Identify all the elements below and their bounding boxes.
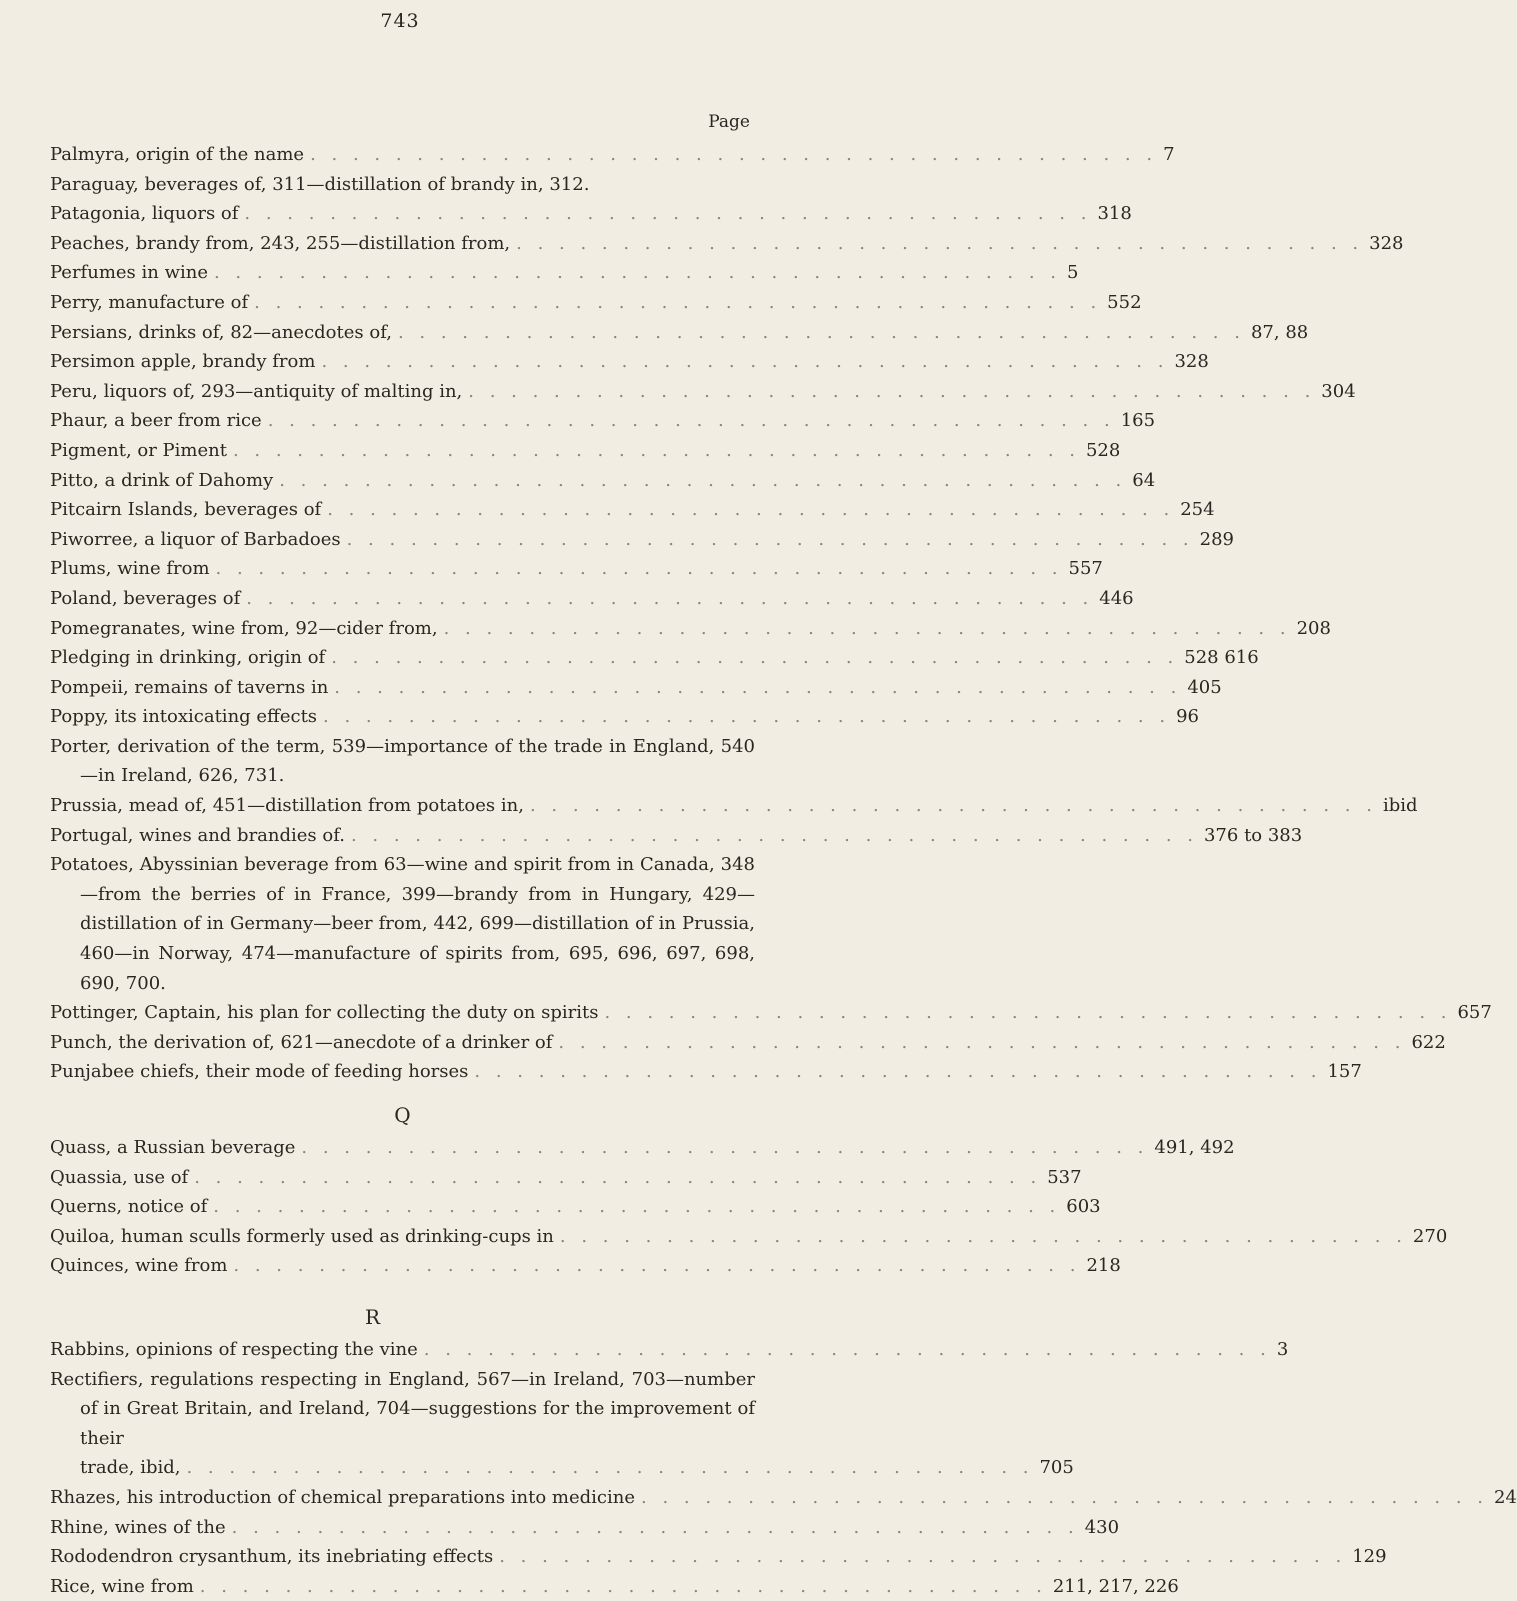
entry-page-ref: 208 xyxy=(1296,617,1331,639)
index-entry xyxy=(50,821,1303,851)
entry-text: Portugal, wines and brandies of. xyxy=(50,824,345,846)
leader-dots: . . . . . . . . . . . . . . . . . . . . . . . . . . . . . . . . . . . . . . . . xyxy=(499,1546,1347,1568)
leader-dots: . . . . . . . . . . . . . . . . . . . . . . . . . . . . . . . . . . . . . . . . xyxy=(199,1575,1047,1597)
section-p3 xyxy=(50,998,1492,1087)
section-r1 xyxy=(50,1335,1289,1365)
leader-dots: . . . . . . . . . . . . . . . . . . . . . . . . . . . . . . . . . . . . . . . . xyxy=(244,203,1092,225)
index-entry xyxy=(50,1057,1362,1087)
index-entry xyxy=(50,702,1199,732)
entry-page-ref: 622 xyxy=(1411,1031,1446,1053)
entry-text: Pompeii, remains of taverns in xyxy=(50,676,329,698)
page-number: 743 xyxy=(380,10,420,32)
entry-text: Rododendron crysanthum, its inebriating effects xyxy=(50,1546,494,1568)
entry-text: Poppy, its intoxicating effects xyxy=(50,706,318,728)
entry-page-ref: 376 to 383 xyxy=(1203,824,1303,846)
entry-page-ref: 211, 217, 226 xyxy=(1052,1575,1179,1597)
index-entry xyxy=(50,347,1209,377)
entry-page-ref: 552 xyxy=(1107,291,1142,313)
index-entry xyxy=(50,1483,1517,1513)
entry-text: Persimon apple, brandy from xyxy=(50,351,316,373)
page-column-label: Page xyxy=(708,112,750,132)
leader-dots: . . . . . . . . . . . . . . . . . . . . . . . . . . . . . . . . . . . . . . . . xyxy=(529,795,1377,817)
index-entry xyxy=(50,1133,1235,1163)
leader-dots: . . . . . . . . . . . . . . . . . . . . . . . . . . . . . . . . . . . . . . . . xyxy=(397,321,1245,343)
index-entry xyxy=(50,1335,1289,1365)
entry-page-ref: 528 xyxy=(1085,439,1121,461)
leader-dots: . . . . . . . . . . . . . . . . . . . . . . . . . . . . . . . . . . . . . . . . xyxy=(301,1137,1149,1158)
entry-text: Pigment, or Piment xyxy=(50,439,227,461)
leader-dots: . . . . . . . . . . . . . . . . . . . . . . . . . . . . . . . . . . . . . . . . xyxy=(516,232,1364,254)
leader-dots: . . . . . . . . . . . . . . . . . . . . . . . . . . . . . . . . . . . . . . . . xyxy=(231,1516,1079,1538)
entry-text: Paraguay, beverages of, 311—distillation of brandy in, 312. xyxy=(50,173,590,195)
entry-text: Pomegranates, wine from, 92—cider from, xyxy=(50,617,438,639)
entry-page-ref: 24 xyxy=(1494,1486,1517,1508)
entry-page-ref: 64 xyxy=(1132,469,1156,491)
index-entry xyxy=(50,1028,1446,1058)
leader-dots: . . . . . . . . . . . . . . . . . . . . . . . . . . . . . . . . . . . . . . . . xyxy=(423,1338,1271,1360)
index-entry xyxy=(50,140,1175,170)
entry-text: Rabbins, opinions of respecting the vine xyxy=(50,1338,418,1360)
entry-text: Perry, manufacture of xyxy=(50,291,249,313)
leader-dots: . . . . . . . . . . . . . . . . . . . . . . . . . . . . . . . . . . . . . . . . xyxy=(310,144,1158,165)
index-entry xyxy=(50,554,1103,584)
leader-dots: . . . . . . . . . . . . . . . . . . . . . . . . . . . . . . . . . . . . . . . . xyxy=(443,617,1291,639)
entry-text: Plums, wine from xyxy=(50,558,210,580)
entry-text: Palmyra, origin of the name xyxy=(50,144,305,165)
entry-page-ref: 7 xyxy=(1163,144,1175,165)
entry-text: Querns, notice of xyxy=(50,1196,208,1218)
entry-text: Pottinger, Captain, his plan for collecting the duty on spirits xyxy=(50,1002,599,1024)
leader-dots: . . . . . . . . . . . . . . . . . . . . . . . . . . . . . . . . . . . . . . . . xyxy=(350,824,1198,846)
leader-dots: . . . . . . . . . . . . . . . . . . . . . . . . . . . . . . . . . . . . . . . . xyxy=(323,706,1171,728)
index-entry xyxy=(50,318,1309,348)
entry-page-ref: 446 xyxy=(1099,587,1134,609)
leader-dots: . . . . . . . . . . . . . . . . . . . . . . . . . . . . . . . . . . . . . . . . xyxy=(213,1196,1061,1218)
entry-page-ref: 657 xyxy=(1457,1002,1492,1024)
entry-page-ref: 3 xyxy=(1276,1338,1289,1360)
entry-text: Rice, wine from xyxy=(50,1575,194,1597)
index-entry xyxy=(50,1572,1179,1601)
entry-page-ref: 96 xyxy=(1176,706,1199,728)
index-entries xyxy=(50,140,1517,1601)
index-entry xyxy=(50,170,755,200)
leader-dots: . . . . . . . . . . . . . . . . . . . . . . . . . . . . . . . . . . . . . . . . xyxy=(233,1255,1081,1277)
index-entry xyxy=(50,1453,1074,1483)
leader-dots: . . . . . . . . . . . . . . . . . . . . . . . . . . . . . . . . . . . . . . . . xyxy=(279,469,1127,491)
entry-text: Quiloa, human sculls formerly used as drinking-cups in xyxy=(50,1225,554,1247)
index-entry xyxy=(50,495,1215,525)
entry-page-ref: 304 xyxy=(1321,380,1356,402)
entry-page-ref: 405 xyxy=(1187,676,1222,698)
index-entry-rectifiers: Rectifiers, regulations respecting in England, 567—in Ireland, 703—number of in Great Britain, and Ireland, 704—suggestions for the improvement of their xyxy=(50,1368,755,1449)
entry-text: trade, ibid, xyxy=(80,1457,181,1479)
entry-page-ref: 491, 492 xyxy=(1154,1137,1235,1158)
section-letter-r: R xyxy=(364,1304,381,1329)
entry-page-ref: 318 xyxy=(1097,203,1132,225)
section-p2 xyxy=(50,791,1418,850)
entry-text: Pledging in drinking, origin of xyxy=(50,647,326,669)
section-q xyxy=(50,1133,1448,1281)
leader-dots: . . . . . . . . . . . . . . . . . . . . . . . . . . . . . . . . . . . . . . . . xyxy=(641,1486,1489,1508)
entry-text: Persians, drinks of, 82—anecdotes of, xyxy=(50,321,392,343)
index-entry-potatoes: Potatoes, Abyssinian beverage from 63—wine and spirit from in Canada, 348—from the berries of in France, 399—brandy from in Hungary, 429—distillation of in Germany—beer from, 442, 699—distillation of in Prussia, 460—in Norway, 474—manufacture of spirits from, 695, 696, 697, 698, 690, 700. xyxy=(50,854,755,994)
section-p xyxy=(50,140,1404,732)
index-entry xyxy=(50,673,1222,703)
leader-dots: . . . . . . . . . . . . . . . . . . . . . . . . . . . . . . . . . . . . . . . . xyxy=(232,439,1080,461)
leader-dots: . . . . . . . . . . . . . . . . . . . . . . . . . . . . . . . . . . . . . . . . xyxy=(186,1457,1034,1479)
leader-dots: . . . . . . . . . . . . . . . . . . . . . . . . . . . . . . . . . . . . . . . . xyxy=(194,1166,1042,1188)
leader-dots: . . . . . . . . . . . . . . . . . . . . . . . . . . . . . . . . . . . . . . . . xyxy=(468,380,1316,402)
entry-text: Patagonia, liquors of xyxy=(50,203,239,225)
leader-dots: . . . . . . . . . . . . . . . . . . . . . . . . . . . . . . . . . . . . . . . . xyxy=(267,410,1115,432)
entry-page-ref: 218 xyxy=(1086,1255,1121,1277)
index-entry xyxy=(50,525,1234,555)
entry-text: Piworree, a liquor of Barbadoes xyxy=(50,528,341,550)
entry-text: Punch, the derivation of, 621—anecdote of a drinker of xyxy=(50,1031,553,1053)
index-entry xyxy=(50,1542,1387,1572)
section-letter-q: Q xyxy=(394,1103,411,1127)
index-entry xyxy=(50,643,1259,673)
entry-page-ref: 165 xyxy=(1120,410,1156,432)
entry-text: Pitcairn Islands, beverages of xyxy=(50,499,322,521)
leader-dots: . . . . . . . . . . . . . . . . . . . . . . . . . . . . . . . . . . . . . . . . xyxy=(246,587,1094,609)
entry-text: Peru, liquors of, 293—antiquity of malting in, xyxy=(50,380,463,402)
leader-dots: . . . . . . . . . . . . . . . . . . . . . . . . . . . . . . . . . . . . . . . . xyxy=(474,1061,1322,1083)
entry-page-ref: 430 xyxy=(1084,1516,1120,1538)
entry-page-ref: 705 xyxy=(1039,1457,1074,1479)
entry-page-ref: 537 xyxy=(1047,1166,1082,1188)
index-entry xyxy=(50,229,1404,259)
index-entry xyxy=(50,199,1132,229)
index-entry xyxy=(50,1513,1120,1543)
leader-dots: . . . . . . . . . . . . . . . . . . . . . . . . . . . . . . . . . . . . . . . . xyxy=(559,1225,1407,1247)
entry-page-ref: 270 xyxy=(1412,1225,1448,1247)
entry-text: Phaur, a beer from rice xyxy=(50,410,262,432)
leader-dots: . . . . . . . . . . . . . . . . . . . . . . . . . . . . . . . . . . . . . . . . xyxy=(558,1031,1406,1053)
entry-page-ref: 289 xyxy=(1199,528,1234,550)
index-entry xyxy=(50,436,1121,466)
entry-text: Prussia, mead of, 451—distillation from potatoes in, xyxy=(50,795,524,817)
index-entry-porter: Porter, derivation of the term, 539—importance of the trade in England, 540—in Ireland, 626, 731. xyxy=(50,735,755,787)
index-entry xyxy=(50,258,1079,288)
entry-page-ref: 557 xyxy=(1068,558,1103,580)
index-entry xyxy=(50,584,1134,614)
entry-page-ref: 254 xyxy=(1180,499,1215,521)
index-entry xyxy=(50,1192,1101,1222)
leader-dots: . . . . . . . . . . . . . . . . . . . . . . . . . . . . . . . . . . . . . . . . xyxy=(346,528,1194,550)
entry-text: Rhine, wines of the xyxy=(50,1516,226,1538)
entry-text: Poland, beverages of xyxy=(50,587,241,609)
entry-text: Quass, a Russian beverage xyxy=(50,1137,296,1158)
index-entry xyxy=(50,1163,1082,1193)
entry-text: Pitto, a drink of Dahomy xyxy=(50,469,274,491)
leader-dots: . . . . . . . . . . . . . . . . . . . . . . . . . . . . . . . . . . . . . . . . xyxy=(604,1002,1452,1024)
index-entry xyxy=(50,466,1156,496)
index-entry xyxy=(50,1222,1448,1252)
entry-text: Quinces, wine from xyxy=(50,1255,228,1277)
entry-text: Punjabee chiefs, their mode of feeding horses xyxy=(50,1061,469,1083)
entry-page-ref: 328 xyxy=(1174,351,1209,373)
leader-dots: . . . . . . . . . . . . . . . . . . . . . . . . . . . . . . . . . . . . . . . . xyxy=(334,676,1182,698)
entry-text: Quassia, use of xyxy=(50,1166,189,1188)
entry-page-ref: 87, 88 xyxy=(1250,321,1309,343)
entry-page-ref: 157 xyxy=(1327,1061,1362,1083)
entry-text: Rhazes, his introduction of chemical preparations into medicine xyxy=(50,1486,635,1508)
section-r2 xyxy=(50,1453,1517,1601)
index-entry xyxy=(50,614,1331,644)
leader-dots: . . . . . . . . . . . . . . . . . . . . . . . . . . . . . . . . . . . . . . . . xyxy=(215,558,1063,580)
index-entry xyxy=(50,1251,1121,1281)
index-entry xyxy=(50,791,1418,821)
index-entry xyxy=(50,998,1492,1028)
entry-page-ref: ibid xyxy=(1382,795,1418,817)
leader-dots: . . . . . . . . . . . . . . . . . . . . . . . . . . . . . . . . . . . . . . . . xyxy=(254,291,1102,313)
index-entry xyxy=(50,288,1142,318)
leader-dots: . . . . . . . . . . . . . . . . . . . . . . . . . . . . . . . . . . . . . . . . xyxy=(321,351,1169,373)
entry-page-ref: 528 616 xyxy=(1184,647,1259,669)
entry-text: Perfumes in wine xyxy=(50,262,208,284)
leader-dots: . . . . . . . . . . . . . . . . . . . . . . . . . . . . . . . . . . . . . . . . xyxy=(331,647,1179,669)
entry-text: Peaches, brandy from, 243, 255—distillation from, xyxy=(50,232,511,254)
leader-dots: . . . . . . . . . . . . . . . . . . . . . . . . . . . . . . . . . . . . . . . . xyxy=(213,262,1061,284)
leader-dots: . . . . . . . . . . . . . . . . . . . . . . . . . . . . . . . . . . . . . . . . xyxy=(327,499,1175,521)
entry-page-ref: 603 xyxy=(1066,1196,1101,1218)
entry-page-ref: 328 xyxy=(1369,232,1404,254)
index-entry xyxy=(50,406,1156,436)
entry-page-ref: 129 xyxy=(1352,1546,1387,1568)
index-entry xyxy=(50,377,1356,407)
entry-page-ref: 5 xyxy=(1067,262,1079,284)
